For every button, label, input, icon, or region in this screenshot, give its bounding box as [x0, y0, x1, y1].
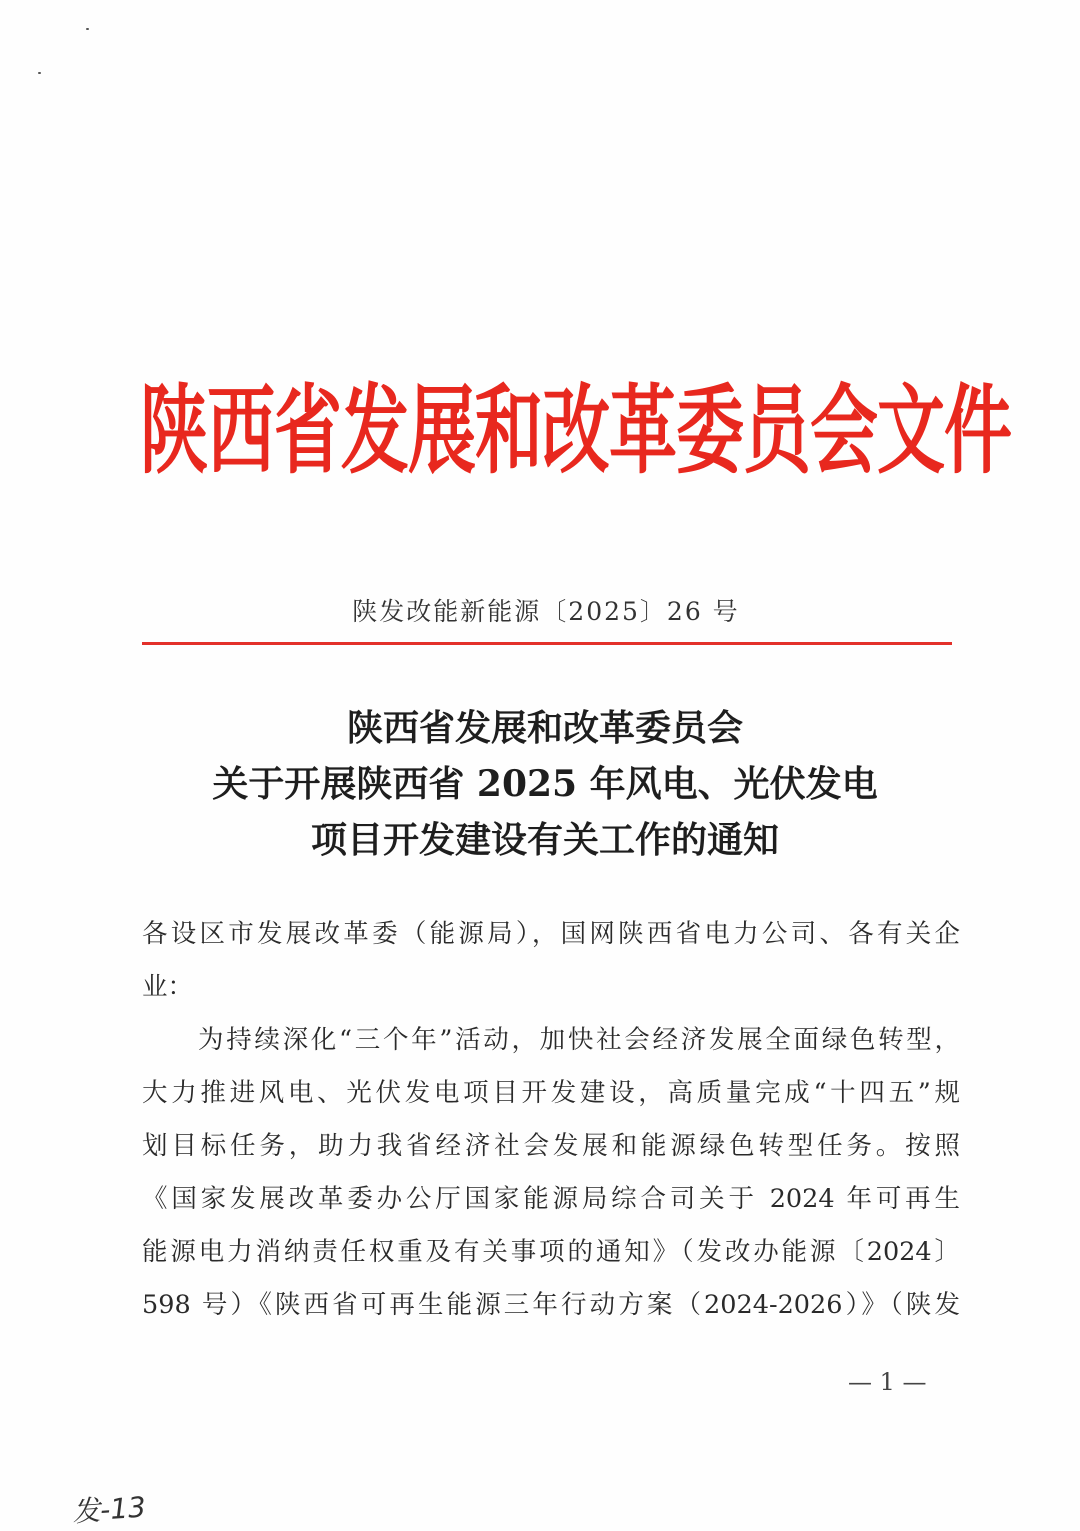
- title-line-1: 陕西省发展和改革委员会: [346, 707, 743, 749]
- body-line-salutation: 各设区市发展改革委（能源局），国网陕西省电力公司、各有关企: [142, 919, 960, 949]
- handwritten-note: 发-13: [71, 1490, 147, 1529]
- document-title: [120, 700, 970, 868]
- scan-speck: [86, 28, 89, 30]
- body-line: 划目标任务，助力我省经济社会发展和能源绿色转型任务。按照: [142, 1131, 960, 1161]
- body-line: 为持续深化“三个年”活动，加快社会经济发展全面绿色转型，: [198, 1025, 960, 1055]
- body-line: 能源电力消纳责任权重及有关事项的通知》（发改办能源〔2024〕: [142, 1237, 960, 1267]
- body-line: 598 号）《陕西省可再生能源三年行动方案（2024-2026）》（陕发: [142, 1290, 960, 1320]
- title-line-3: 项目开发建设有关工作的通知: [310, 819, 779, 861]
- document-number: 陕发改能新能源〔2025〕26 号: [352, 597, 740, 626]
- body-line: 《国家发展改革委办公厅国家能源局综合司关于 2024 年可再生: [142, 1184, 960, 1214]
- body-line: 大力推进风电、光伏发电项目开发建设，高质量完成“十四五”规: [142, 1078, 960, 1108]
- title-line-2: 关于开展陕西省 2025 年风电、光伏发电: [212, 763, 878, 805]
- scan-speck: [38, 72, 41, 74]
- document-body: [142, 908, 960, 1332]
- body-line-salutation-end: 业：: [142, 972, 194, 1002]
- red-divider-rule: [142, 642, 952, 645]
- page-number: — 1 —: [848, 1368, 927, 1396]
- issuer-masthead: 陕西省发展和改革委员会文件: [140, 376, 1012, 489]
